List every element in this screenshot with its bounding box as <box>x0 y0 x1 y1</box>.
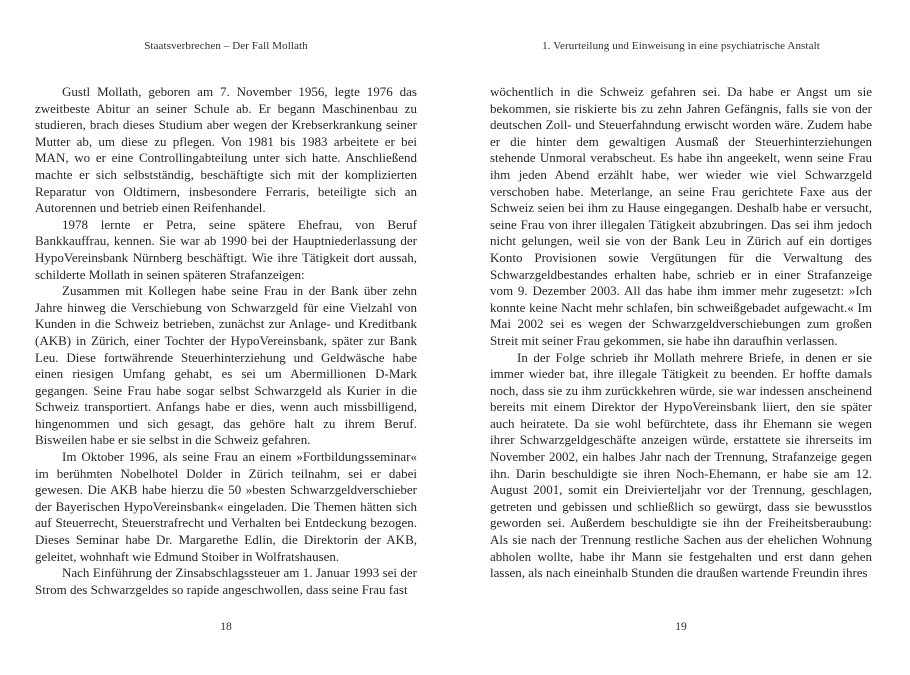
paragraph: Nach Einführung der Zinsabschlagssteuer am 1. Januar 1993 sei der Strom des Schwarzgeldes so rapide angeschwollen, dass seine Frau fast <box>35 565 417 597</box>
page-right <box>490 0 872 675</box>
page-body-text-left <box>35 84 417 598</box>
paragraph: In der Folge schrieb ihr Mollath mehrere Briefe, in denen er sie immer wieder bat, ihre illegale Tätigkeit zu beenden. Er hoffte damals noch, dass sie zu ihm zurückkehren würde, sie war indessen anscheinend bereits mit einem Direktor der HypoVereinsbank liiert, den sie später auch heiratete. Da sie wohl befürchtete, dass ihr Ehemann sie wegen ihrer Schwarzgeldgeschäfte anzeigen würde, erstattete sie ihrerseits im November 2002, ein halbes Jahr nach der Trennung, Strafanzeige gegen ihn. Darin beschuldigte sie ihren Noch-Ehemann, er habe sie am 12. August 2001, somit ein Dreivierteljahr vor der Trennung, geschlagen, getreten und gebissen und schließlich so gewürgt, dass sie bewusstlos geworden sei. Außerdem beschuldigte sie ihn der Freiheitsberaubung: Als sie nach der Trennung restliche Sachen aus der ehelichen Wohnung abholen wollte, habe ihr Mann sie festgehalten und erst dann gehen lassen, als nach eineinhalb Stunden die draußen wartende Freundin ihres <box>490 349 872 581</box>
running-header-left: Staatsverbrechen – Der Fall Mollath <box>144 40 308 52</box>
paragraph: 1978 lernte er Petra, seine spätere Ehefrau, von Beruf Bankkauffrau, kennen. Sie war ab 1990 bei der Hauptniederlassung der HypoVereinsbank Nürnberg beschäftigt. Wie ihre Tätigkeit dort aussah, schilderte Mollath in seinen späteren Strafanzeigen: <box>35 216 417 282</box>
paragraph: Zusammen mit Kollegen habe seine Frau in der Bank über zehn Jahre hinweg die Verschiebung von Schwarzgeld für eine Vielzahl von Kunden in die Schweiz betrieben, zunächst zur Anlage- und Kreditbank (AKB) in Zürich, einer Tochter der HypoVereinsbank, später zur Bank Leu. Diese fortwährende Steuerhinterziehung und Geldwäsche habe einen riesigen Umfang gehabt, es sei um Abermillionen D-Mark gegangen. Seine Frau habe sogar selbst Schwarzgeld als Kurier in die Schweiz transportiert. Anfangs habe er dies, wenn auch missbilligend, hingenommen und sich gesagt, das gehöre halt zu ihrem Beruf. Bisweilen habe er sie selbst in die Schweiz gefahren. <box>35 283 417 448</box>
page-body-text-right <box>490 84 872 582</box>
paragraph: Im Oktober 1996, als seine Frau an einem »Fortbildungsseminar« im berühmten Nobelhotel Dolder in Zürich teilnahm, sei er dabei gewesen. Die AKB habe hierzu die 50 »besten Schwarzgeldverschieber der Bayerischen HypoVereinsbank« eingeladen. Die Themen hätten sich auf Steuerrecht, Steuerstrafrecht und Verhalten bei Entdeckung bezogen. Dieses Seminar habe Dr. Margarethe Edlin, die Direktorin der AKB, geleitet, wohnhaft wie Edmund Stoiber in Wolfratshausen. <box>35 449 417 564</box>
page-number-left: 18 <box>220 621 232 633</box>
running-header-right: 1. Verurteilung und Einweisung in eine psychiatrische Anstalt <box>542 40 820 52</box>
paragraph: Gustl Mollath, geboren am 7. November 1956, legte 1976 das zweitbeste Abitur an seiner Schule ab. Er begann Maschinenbau zu studieren, brach dieses Studium aber wegen der Krebserkrankung seiner Mutter ab, um diese zu pflegen. Von 1981 bis 1983 arbeitete er bei MAN, wo er eine Controllingabteilung unter sich hatte. Anschließend machte er sich selbstständig, beschäftigte sich mit der komplizierten Reparatur von Oldtimern, insbesondere Ferraris, beteiligte sich an Autorennen und betrieb einen Reifenhandel. <box>35 84 417 216</box>
page-number-right: 19 <box>675 621 687 633</box>
page-left <box>35 0 417 675</box>
paragraph: wöchentlich in die Schweiz gefahren sei. Da habe er Angst um sie bekommen, sie riskierte bis zu zehn Jahren Gefängnis, falls sie von der deutschen Zoll- und Steuerfahndung erwischt worden wäre. Zudem habe er die hinter dem gewaltigen Ausmaß der Steuerhinterziehungen stehende Unmoral verabscheut. Es habe ihn angeekelt, wenn seine Frau ihm jeden Abend erzählt habe, wer wieder wie viel Schwarzgeld verschoben habe. Meterlange, an seine Frau gerichtete Faxe aus der Schweiz seien bei ihm zu Hause eingegangen. Deshalb habe er versucht, seine Frau von ihrer illegalen Tätigkeit abzubringen. Das sei ihm jedoch nicht gelungen, weil sie von der Bank Leu in Zürich auf ein dortiges Konto Provisionen sowie Vergütungen für die Verwaltung des Schwarzgeldbestandes erhalten habe, schrieb er in einer Strafanzeige vom 9. Dezember 2003. All das habe ihm immer mehr zugesetzt: »Ich konnte keine Nacht mehr schlafen, bin schweißgebadet aufgewacht.« Im Mai 2002 sei es wegen der Schwarzgeldverschiebungen zum großen Streit mit seiner Frau gekommen, sie habe ihn daraufhin verlassen. <box>490 84 872 348</box>
